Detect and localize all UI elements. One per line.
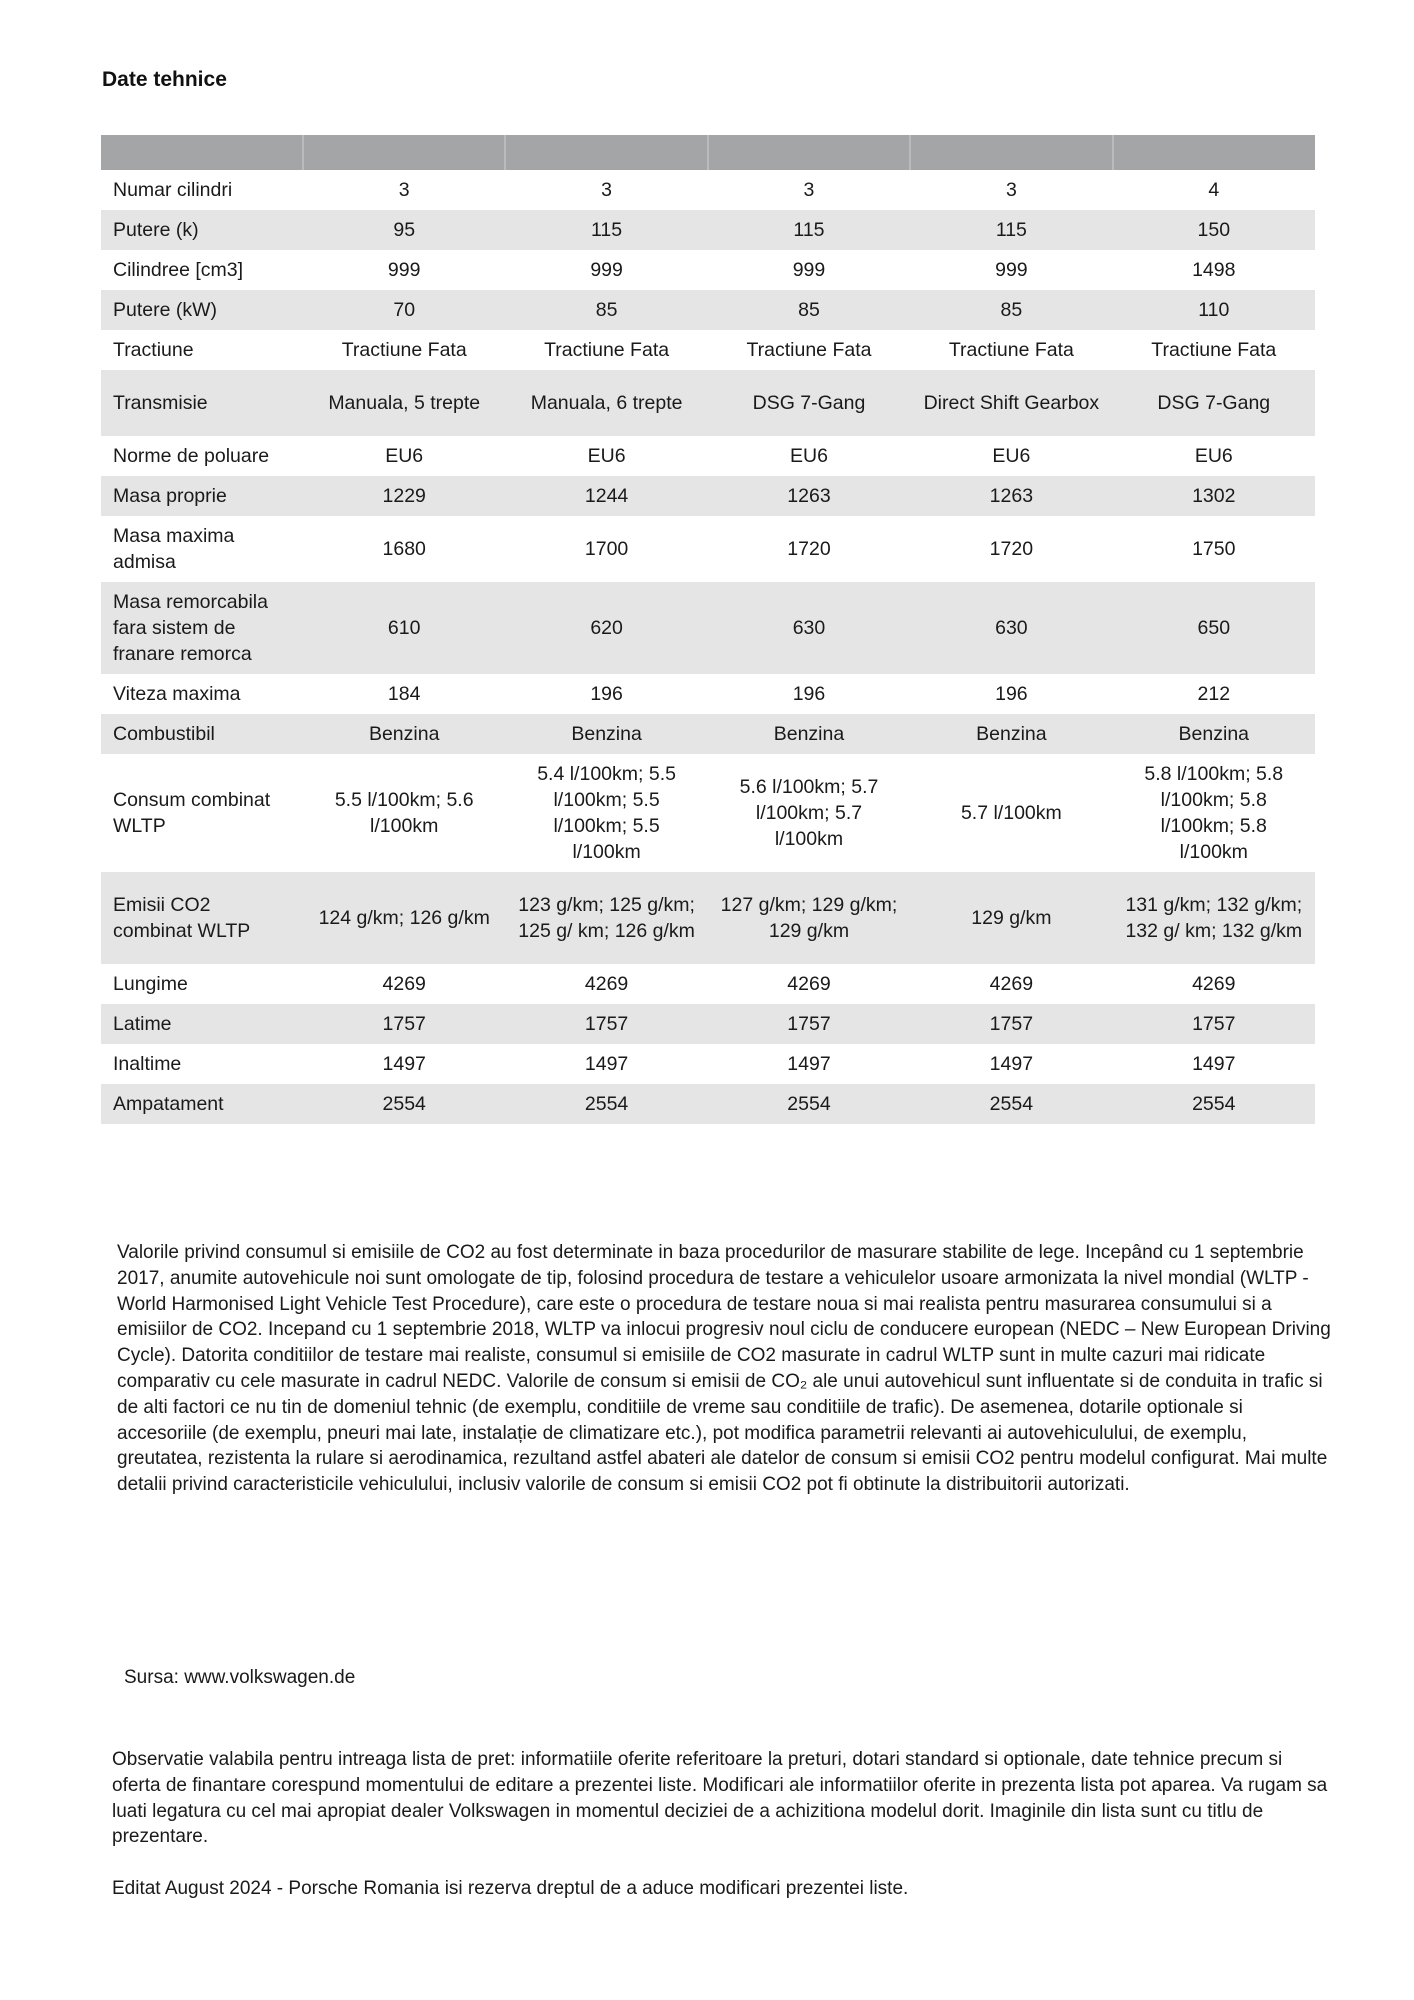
header-cell xyxy=(303,135,505,170)
row-label: Tractiune xyxy=(113,339,194,361)
cell-value: Benzina xyxy=(1113,714,1315,754)
cell-value: Direct Shift Gearbox xyxy=(910,370,1112,436)
cell-value: 1757 xyxy=(303,1004,505,1044)
header-cell xyxy=(1113,135,1315,170)
cell-value: 2554 xyxy=(303,1084,505,1124)
table-row xyxy=(101,872,1315,964)
cell-value: 212 xyxy=(1197,683,1231,705)
table-row xyxy=(101,582,1315,674)
row-label: Masa maxima admisa xyxy=(113,525,235,573)
row-label: Putere (k) xyxy=(101,210,303,250)
cell-value: 1244 xyxy=(505,476,707,516)
cell-value: 1750 xyxy=(1192,538,1236,560)
cell-value: EU6 xyxy=(385,445,424,467)
cell-value: EU6 xyxy=(992,445,1031,467)
table-row xyxy=(101,714,1315,754)
table-row xyxy=(101,754,1315,872)
row-label: Combustibil xyxy=(101,714,303,754)
table-row xyxy=(101,170,1315,210)
cell-value: 630 xyxy=(708,582,910,674)
cell-value: 5.6 l/100km; 5.7 l/100km; 5.7 l/100km xyxy=(739,776,879,850)
cell-value: Benzina xyxy=(910,714,1112,754)
row-label: Ampatament xyxy=(101,1084,303,1124)
cell-value: 3 xyxy=(601,179,613,201)
cell-value: 196 xyxy=(590,683,623,705)
cell-value: 4269 xyxy=(787,973,831,995)
cell-value: 1263 xyxy=(708,476,910,516)
cell-value: 2554 xyxy=(910,1084,1112,1124)
cell-value: 1720 xyxy=(989,538,1034,560)
cell-value: DSG 7-Gang xyxy=(1113,370,1315,436)
cell-value: 1229 xyxy=(303,476,505,516)
table-row xyxy=(101,436,1315,476)
cell-value: Benzina xyxy=(708,714,910,754)
cell-value: 4269 xyxy=(1192,973,1236,995)
header-cell xyxy=(505,135,707,170)
cell-value: 999 xyxy=(590,259,623,281)
cell-value: Manuala, 6 trepte xyxy=(505,370,707,436)
table-row xyxy=(101,330,1315,370)
table-header-row xyxy=(101,135,1315,170)
cell-value: 5.7 l/100km xyxy=(960,802,1062,824)
cell-value: 131 g/km; 132 g/km; 132 g/ km; 132 g/km xyxy=(1113,872,1315,964)
observation-paragraph: Observatie valabila pentru intreaga lista de pret: informatiile oferite referitoare la preturi, dotari standard si optionale, date tehnice precum si oferta de finantare corespund momentului de editare a prezentei liste. Modificari ale informatiilor oferite in prezenta lista pot aparea. Va rugam sa luati legatura cu cel mai apropiat dealer Volkswagen in momentul deciziei de a achizitiona modelul dorit. Imaginile din lista sunt cu titlu de prezentare. xyxy=(112,1749,1328,1848)
cell-value: Benzina xyxy=(303,714,505,754)
cell-value: EU6 xyxy=(790,445,828,467)
row-label: Viteza maxima xyxy=(113,683,241,705)
cell-value: 5.8 l/100km; 5.8 l/100km; 5.8 l/100km; 5.8 l/100km xyxy=(1144,763,1284,863)
cell-value: Benzina xyxy=(505,714,707,754)
cell-value: 1680 xyxy=(382,538,426,560)
row-label: Emisii CO2 combinat WLTP xyxy=(101,872,303,964)
row-label: Masa remorcabila fara sistem de franare remorca xyxy=(101,582,303,674)
table-row xyxy=(101,290,1315,330)
source-note: Sursa: www.volkswagen.de xyxy=(124,1667,356,1688)
cell-value: 2554 xyxy=(708,1084,910,1124)
cell-value: 115 xyxy=(910,210,1112,250)
cell-value: 2554 xyxy=(1113,1084,1315,1124)
cell-value: 1720 xyxy=(787,538,831,560)
cell-value: 150 xyxy=(1113,210,1315,250)
cell-value: EU6 xyxy=(587,445,626,467)
cell-value: 1757 xyxy=(910,1004,1112,1044)
row-label: Norme de poluare xyxy=(113,445,270,467)
row-label: Consum combinat WLTP xyxy=(113,789,271,837)
cell-value: 3 xyxy=(803,179,815,201)
cell-value: 1302 xyxy=(1113,476,1315,516)
cell-value: 1497 xyxy=(787,1053,831,1075)
cell-value: 999 xyxy=(792,259,826,281)
cell-value: 115 xyxy=(505,210,707,250)
cell-value: Tractiune Fata xyxy=(1151,339,1277,361)
header-cell xyxy=(708,135,910,170)
cell-value: 999 xyxy=(995,259,1028,281)
cell-value: 630 xyxy=(910,582,1112,674)
cell-value: 85 xyxy=(505,290,707,330)
cell-value: 1497 xyxy=(584,1053,629,1075)
table-row xyxy=(101,476,1315,516)
table-row xyxy=(101,674,1315,714)
table-row xyxy=(101,1044,1315,1084)
edition-note: Editat August 2024 - Porsche Romania isi rezerva dreptul de a aduce modificari prezentei liste. xyxy=(112,1878,909,1899)
header-cell xyxy=(910,135,1112,170)
cell-value: 196 xyxy=(792,683,826,705)
cell-value: 1263 xyxy=(910,476,1112,516)
cell-value: 999 xyxy=(387,259,421,281)
cell-value: EU6 xyxy=(1194,445,1233,467)
cell-value: 3 xyxy=(1005,179,1017,201)
cell-value: 1497 xyxy=(382,1053,426,1075)
table-row xyxy=(101,1084,1315,1124)
cell-value: 85 xyxy=(910,290,1112,330)
row-label: Masa proprie xyxy=(101,476,303,516)
cell-value: Tractiune Fata xyxy=(948,339,1074,361)
row-label: Inaltime xyxy=(113,1053,182,1075)
table-body xyxy=(101,170,1315,1124)
table-row xyxy=(101,250,1315,290)
cell-value: 620 xyxy=(505,582,707,674)
cell-value: 1757 xyxy=(1113,1004,1315,1044)
header-cell xyxy=(101,135,303,170)
cell-value: 127 g/km; 129 g/km; 129 g/km xyxy=(708,872,910,964)
row-label: Transmisie xyxy=(101,370,303,436)
cell-value: 3 xyxy=(398,179,410,201)
cell-value: 196 xyxy=(995,683,1028,705)
table-row xyxy=(101,210,1315,250)
table-row xyxy=(101,370,1315,436)
row-label: Latime xyxy=(101,1004,303,1044)
row-label: Lungime xyxy=(113,973,188,995)
cell-value: 4269 xyxy=(989,973,1034,995)
cell-value: 85 xyxy=(708,290,910,330)
row-label: Putere (kW) xyxy=(101,290,303,330)
technical-data-table xyxy=(101,135,1315,1124)
cell-value: Tractiune Fata xyxy=(746,339,872,361)
cell-value: 124 g/km; 126 g/km xyxy=(303,872,505,964)
cell-value: 650 xyxy=(1113,582,1315,674)
cell-value: 184 xyxy=(387,683,421,705)
cell-value: 5.5 l/100km; 5.6 l/100km xyxy=(334,789,474,837)
cell-value: 4269 xyxy=(584,973,629,995)
disclaimer-paragraph: Valorile privind consumul si emisiile de CO2 au fost determinate in baza procedurilor de masurare stabilite de lege. Incepând cu 1 septembrie 2017, anumite autovehicule noi sunt omologate de tip, folosind procedura de testare a vehiculelor usoare armonizata la nivel mondial (WLTP - World Harmonised Light Vehicle Test Procedure), care este o procedura de testare noua si mai realista pentru masurarea consumului si a emisiilor de CO2. Incepand cu 1 septembrie 2018, WLTP va inlocui progresiv noul ciclu de conducere european (NEDC – New European Driving Cycle). Datorita conditiilor de testare mai realiste, consumul si emisiile de CO2 masurate in cadrul WLTP sunt in multe cazuri mai ridicate comparativ cu cele masurate in cadrul NEDC. Valorile de consum si emisii de CO₂ ale unui autovehicul sunt influentate si de conduita in trafic si de alti factori ce nu tin de domeniul tehnic (de exemplu, conditiile de vreme sau conditiile de trafic). De asemenea, dotarile optionale si accesoriile (de exemplu, pneuri mai late, instalație de climatizare etc.), pot modifica parametrii relevanti ai autovehiculului, de exemplu, greutatea, rezistenta la rulare si aerodinamica, rezultand astfel abateri ale datelor de consum si emisii CO2 pentru modelul configurat. Mai multe detalii privind caracteristicile vehiculului, inclusiv valorile de consum si emisii CO2 pot fi obtinute la distribuitorii autorizati. xyxy=(117,1242,1331,1496)
cell-value: 4 xyxy=(1208,179,1220,201)
cell-value: Tractiune Fata xyxy=(341,339,467,361)
cell-value: 1700 xyxy=(584,538,629,560)
cell-value: 1757 xyxy=(505,1004,707,1044)
cell-value: 70 xyxy=(303,290,505,330)
cell-value: 1497 xyxy=(989,1053,1034,1075)
cell-value: 4269 xyxy=(382,973,426,995)
cell-value: 5.4 l/100km; 5.5 l/100km; 5.5 l/100km; 5.5 l/100km xyxy=(537,763,676,863)
cell-value: 2554 xyxy=(505,1084,707,1124)
cell-value: 1497 xyxy=(1192,1053,1236,1075)
cell-value: 110 xyxy=(1113,290,1315,330)
cell-value: 1757 xyxy=(708,1004,910,1044)
cell-value: Manuala, 5 trepte xyxy=(303,370,505,436)
cell-value: 115 xyxy=(708,210,910,250)
table-row xyxy=(101,964,1315,1004)
table-row xyxy=(101,1004,1315,1044)
page-title: Date tehnice xyxy=(102,68,227,91)
table-row xyxy=(101,516,1315,582)
cell-value: 95 xyxy=(303,210,505,250)
cell-value: 1498 xyxy=(1192,259,1236,281)
cell-value: 610 xyxy=(303,582,505,674)
cell-value: 129 g/km xyxy=(910,872,1112,964)
row-label: Cilindree [cm3] xyxy=(113,259,244,281)
cell-value: DSG 7-Gang xyxy=(708,370,910,436)
row-label: Numar cilindri xyxy=(113,179,233,201)
cell-value: 123 g/km; 125 g/km; 125 g/ km; 126 g/km xyxy=(505,872,707,964)
cell-value: Tractiune Fata xyxy=(544,339,670,361)
